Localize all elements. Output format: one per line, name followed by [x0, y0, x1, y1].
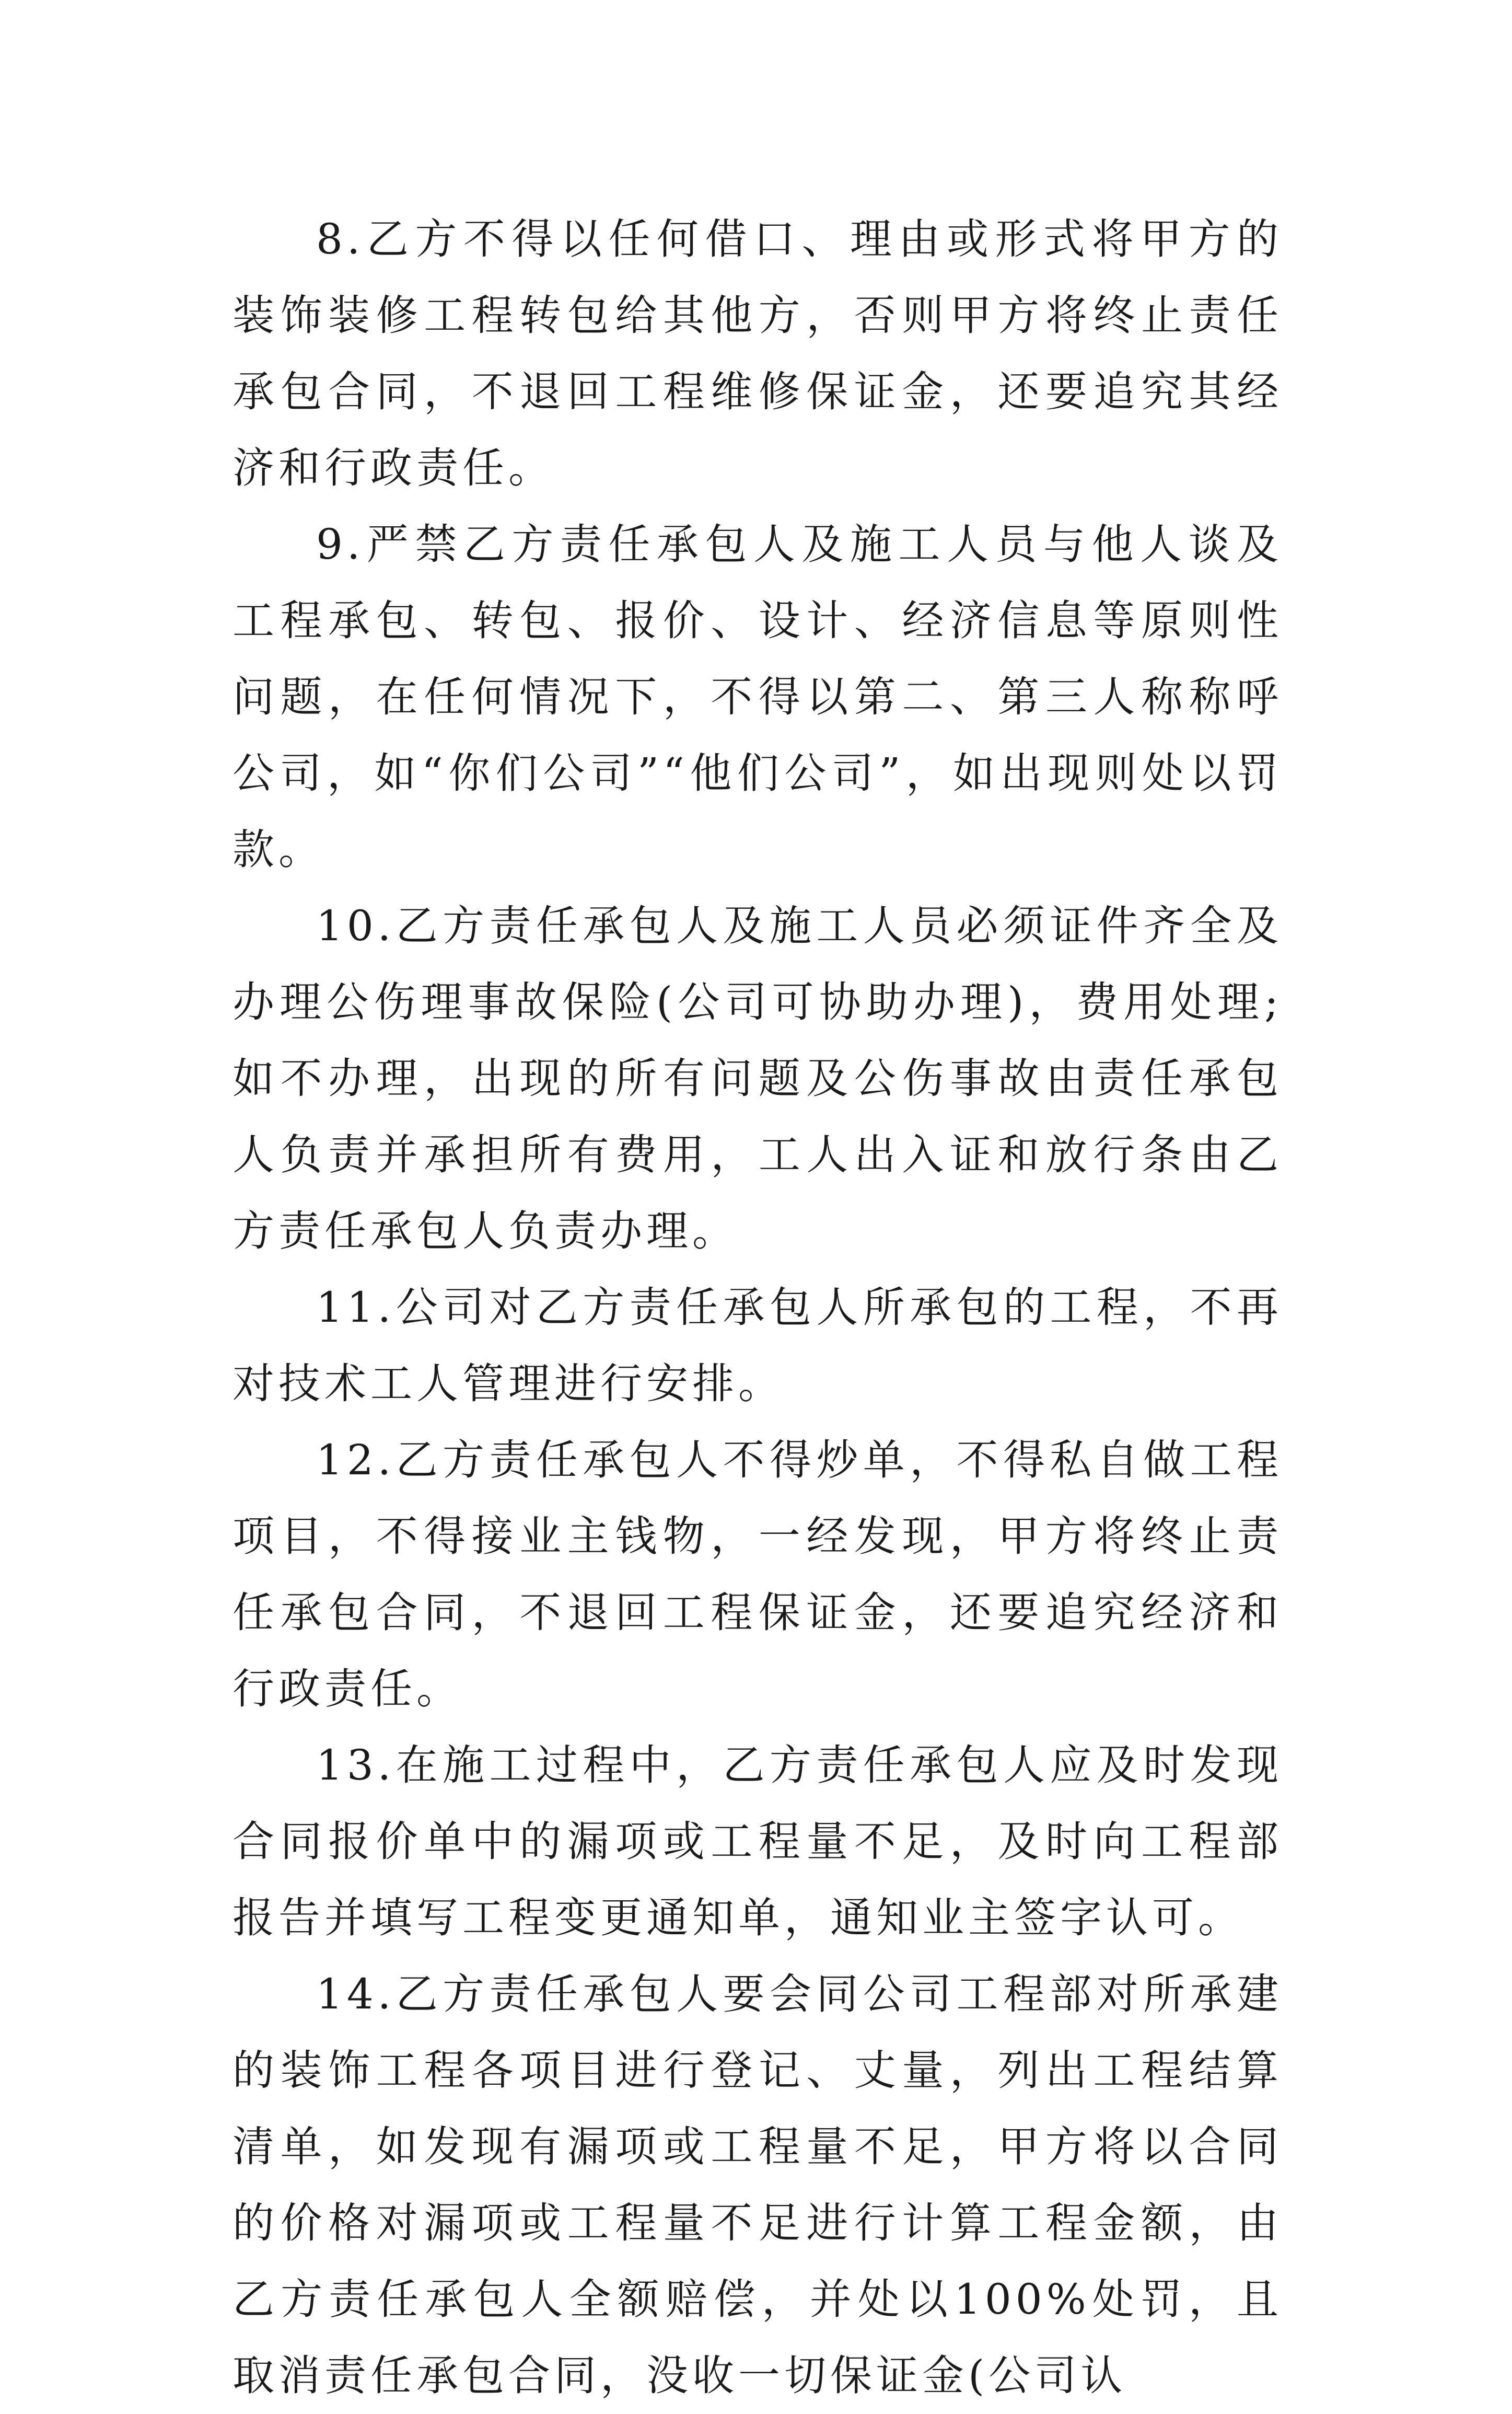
document-body	[232, 201, 1283, 2414]
clause-9: 9.严禁乙方责任承包人及施工人员与他人谈及工程承包、转包、报价、设计、经济信息等原则性问题，在任何情况下，不得以第二、第三人称称呼公司，如“你们公司”“他们公司”，如出现则处以罚款。	[232, 520, 1283, 874]
clause-10: 10.乙方责任承包人及施工人员必须证件齐全及办理公伤理事故保险(公司可协助办理)，费用处理;如不办理，出现的所有问题及公伤事故由责任承包人负责并承担所有费用，工人出入证和放行条由乙方责任承包人负责办理。	[232, 902, 1283, 1255]
clause-11: 11.公司对乙方责任承包人所承包的工程，不再对技术工人管理进行安排。	[232, 1283, 1283, 1408]
clause-13: 13.在施工过程中，乙方责任承包人应及时发现合同报价单中的漏项或工程量不足，及时向工程部报告并填写工程变更通知单，通知业主签字认可。	[232, 1741, 1283, 1942]
clause-8: 8.乙方不得以任何借口、理由或形式将甲方的装饰装修工程转包给其他方，否则甲方将终止责任承包合同，不退回工程维修保证金，还要追究其经济和行政责任。	[232, 215, 1283, 492]
clause-14: 14.乙方责任承包人要会同公司工程部对所承建的装饰工程各项目进行登记、丈量，列出工程结算清单，如发现有漏项或工程量不足，甲方将以合同的价格对漏项或工程量不足进行计算工程金额，由乙方责任承包人全额赔偿，并处以100%处罚，且取消责任承包合同，没收一切保证金(公司认	[232, 1970, 1283, 2400]
clause-12: 12.乙方责任承包人不得炒单，不得私自做工程项目，不得接业主钱物，一经发现，甲方将终止责任承包合同，不退回工程保证金，还要追究经济和行政责任。	[232, 1436, 1283, 1713]
